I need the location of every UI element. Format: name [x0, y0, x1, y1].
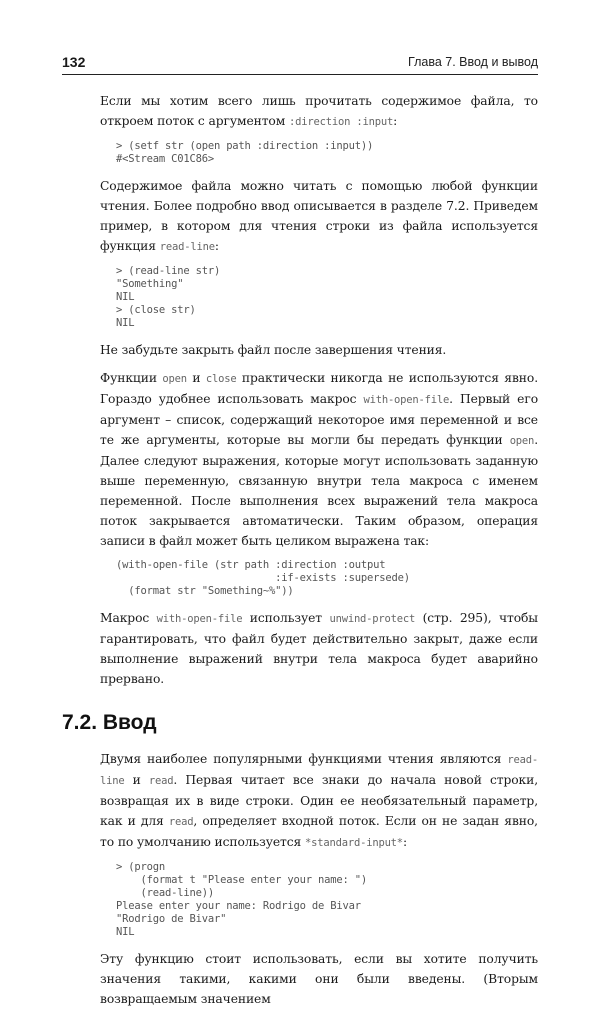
inline-code: open	[509, 435, 535, 447]
code-line: Please enter your name: Rodrigo de Bivar	[116, 900, 361, 912]
chapter-running-title: Глава 7. Ввод и вывод	[408, 55, 538, 69]
inline-code: read-line	[100, 754, 538, 787]
section-heading: 7.2. Ввод	[62, 711, 157, 734]
inline-code: close	[205, 373, 237, 385]
code-line: (with-open-file (str path :direction :output	[116, 559, 386, 571]
page-number: 132	[62, 54, 86, 70]
paragraph-read-functions: Содержимое файла можно читать с помощью любой функции чтения. Более подробно ввод описывается в разделе 7.2. Приведем пример, в котором для чтения строки из файла используется функция read-line:	[100, 179, 538, 253]
code-line: > (setf str (open path :direction :input))	[116, 140, 374, 152]
inline-code: with-open-file	[156, 613, 243, 625]
page-content	[62, 91, 539, 1017]
code-block-with-open-file	[116, 559, 538, 598]
inline-code: open	[162, 373, 187, 385]
code-line: > (close str)	[116, 304, 196, 316]
code-block-open	[116, 140, 538, 166]
inline-code: read-line	[159, 241, 215, 253]
code-line: > (progn	[116, 861, 165, 873]
inline-code: read	[168, 816, 194, 828]
paragraph-close-reminder: Не забудьте закрыть файл после завершения чтения.	[100, 343, 447, 357]
code-line: NIL	[116, 291, 135, 303]
code-line: NIL	[116, 317, 135, 329]
inline-code: with-open-file	[363, 394, 450, 406]
inline-code: unwind-protect	[329, 613, 416, 625]
paragraph-read-line: Двумя наиболее популярными функциями чтения являются read-line и read. Первая читает все знаки до начала новой строки, возвращая их в виде строки. Один ее необязательный параметр, как и для read, определяет входной поток. Если он не задан явно, то по умолчанию используется *standard-input*:	[100, 752, 539, 849]
code-line: "Rodrigo de Bivar"	[116, 913, 227, 925]
code-line: "Something"	[116, 278, 184, 290]
paragraph-unwind-protect: Макрос with-open-file использует unwind-protect (стр. 295), чтобы гарантировать, что файл будет действительно закрыт, даже если выполнение выражений внутри тела макроса будет аварийно прервано.	[100, 611, 538, 686]
inline-code: :direction :input	[289, 116, 394, 128]
code-line: #<Stream C01C86>	[116, 153, 214, 165]
code-line: (format t "Please enter your name: ")	[116, 874, 367, 886]
code-line: > (read-line str)	[116, 265, 221, 277]
code-block-read-line	[116, 265, 538, 330]
paragraph-function-usage: Эту функцию стоит использовать, если вы хотите получить значения такими, какими они были введены. (Вторым возвращаемым значением	[100, 952, 538, 1006]
paragraph-open-input: Если мы хотим всего лишь прочитать содержимое файла, то откроем поток с аргументом :direction :input:	[100, 94, 538, 128]
code-line: (format str "Something~%"))	[116, 585, 294, 597]
page-header	[62, 52, 538, 75]
code-line: NIL	[116, 926, 135, 938]
inline-code: *standard-input*	[304, 837, 403, 849]
code-block-progn	[116, 861, 538, 939]
code-line: :if-exists :supersede)	[116, 572, 410, 584]
inline-code: read	[148, 775, 174, 787]
paragraph-with-open-file: Функции open и close практически никогда не используются явно. Гораздо удобнее использовать макрос with-open-file. Первый его аргумент – список, содержащий некоторое имя переменной и все те же аргументы, которые вы могли бы передать функции open. Далее следуют выражения, которые могут использовать заданную выше переменную, связанную внутри тела макроса с именем переменной. После выполнения всех выражений тела макроса поток закрывается автоматически. Таким образом, операция записи в файл может быть целиком выражена так:	[100, 371, 538, 548]
code-line: (read-line))	[116, 887, 214, 899]
